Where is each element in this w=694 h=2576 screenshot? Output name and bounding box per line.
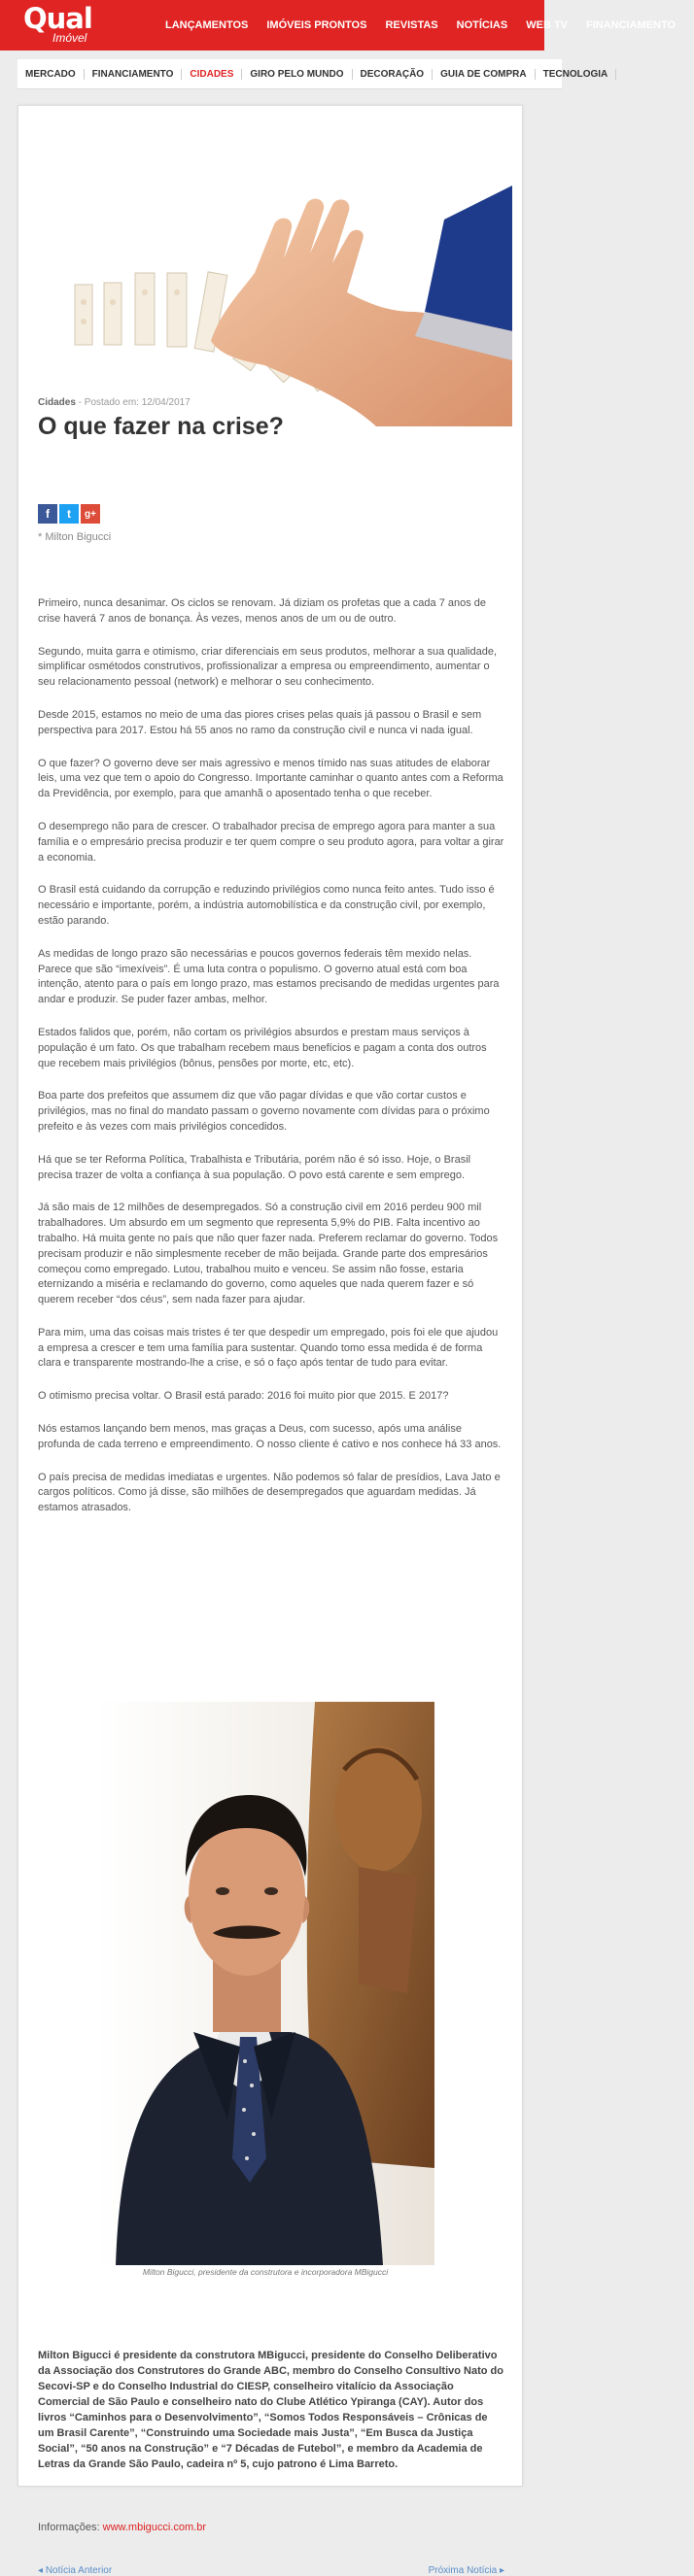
chevron-left-icon: ◂	[38, 2565, 46, 2576]
share-buttons	[38, 504, 100, 524]
article-card	[17, 105, 523, 2576]
google-plus-icon[interactable]: g+	[81, 504, 100, 524]
photo-caption: Milton Bigucci, presidente da construtora e incorporadora MBigucci	[142, 2267, 389, 2277]
paragraph: As medidas de longo prazo são necessárias e poucos governos federais têm mexido nelas. Parece que são “imexíveis”. É uma luta contra o populismo. O governo atual está com boa intenção, atento para o país em longo prazo, mas estamos precisando de medidas urgentes para andar e produzir. Se puder fazer ambas, melhor.	[38, 947, 500, 1006]
top-header	[0, 0, 677, 51]
paragraph: Boa parte dos prefeitos que assumem diz que vão pagar dívidas e que vão cortar custos e privilégios, mas no final do mandato passam o governo novamente com dívidas para o próximo prefeito e às vezes com mais privilégios concedidos.	[38, 1090, 490, 1133]
previous-label: Notícia Anterior	[45, 2565, 113, 2576]
subnav-giro-pelo-mundo[interactable]: GIRO PELO MUNDO	[242, 69, 352, 80]
nav-revistas[interactable]: REVISTAS	[385, 19, 438, 31]
twitter-icon[interactable]: t	[59, 504, 79, 524]
page-title: O que fazer na crise?	[38, 413, 284, 440]
info-link[interactable]: www.mbigucci.com.br	[102, 2522, 206, 2533]
main-nav	[165, 0, 694, 51]
nav-lancamentos[interactable]: LANÇAMENTOS	[165, 19, 249, 31]
paragraph: Primeiro, nunca desanimar. Os ciclos se renovam. Já diziam os profetas que a cada 7 anos de crise haverá 7 anos de bonança. Às vezes, menos anos de um ou de outro.	[38, 597, 487, 625]
hero-image	[55, 166, 512, 426]
subnav-cidades[interactable]: CIDADES	[182, 69, 242, 80]
info-label: Informações:	[38, 2522, 103, 2533]
author-byline: * Milton Bigucci	[38, 531, 112, 543]
chevron-right-icon: ▸	[497, 2565, 504, 2576]
facebook-icon[interactable]: f	[38, 504, 57, 524]
paragraph: Para mim, uma das coisas mais tristes é ter que despedir um empregado, pois foi ele que ajudou a empresa a crescer e tem uma família para sustentar. Quando tomo essa medida é de forma clara e transparente mostrando-lhe a crise, e só o faço após tentar de tudo para evitar.	[38, 1326, 499, 1370]
nav-web-tv[interactable]: WEB TV	[526, 19, 568, 31]
author-bio: Milton Bigucci é presidente da construtora MBigucci, presidente do Conselho Deliberativo da Associação dos Construtores do Grande ABC, membro do Conselho Consultivo Nato do Secovi-SP e do Conselho Industrial do CIESP, conselheiro vitalício da Associação Comercial de São Paulo e conselheiro nato do Clube Atlético Ypiranga (CAY). Autor dos livros “Caminhos para o Desenvolvimento”, “Somos Todos Responsáveis – Crônicas de um Brasil Carente”, “Construindo uma Sociedade mais Justa”, “Em Busca da Justiça Social”, “50 anos na Construção” e “7 Décadas de Futebol”, e membro da Academia de Letras da Grande São Paulo, cadeira nº 5, cujo patrono é Lima Barreto.	[38, 2350, 503, 2470]
site-logo[interactable]	[23, 4, 111, 47]
author-photo	[96, 1702, 434, 2265]
paragraph: Nós estamos lançando bem menos, mas graças a Deus, com sucesso, após uma análise profunda de cada terreno e empreendimento. O nosso cliente é cativo e nos conhece há 33 anos.	[38, 1423, 502, 1450]
subnav-guia-de-compra[interactable]: GUIA DE COMPRA	[433, 69, 536, 80]
nav-noticias[interactable]: NOTÍCIAS	[456, 19, 508, 31]
category-nav	[17, 59, 608, 89]
info-line	[38, 2522, 206, 2533]
paragraph: O otimismo precisa voltar. O Brasil está parado: 2016 foi muito pior que 2015. E 2017?	[38, 1390, 449, 1403]
paragraph: O Brasil está cuidando da corrupção e reduzindo privilégios como nunca feito antes. Tudo isso é necessário e importante, porém, a indústria automobilística e da construção civil, por exemplo, estão parando.	[38, 884, 495, 927]
paragraph: O país precisa de medidas imediatas e urgentes. Não podemos só falar de presídios, Lava Jato e cargos políticos. Como já disse, são milhões de desempregados que aguardam medidas. Já estamos atrasados.	[38, 1471, 501, 1514]
previous-post-link[interactable]	[38, 2565, 112, 2576]
paragraph: O que fazer? O governo deve ser mais agressivo e menos tímido nas suas atitudes de elaborar leis, uma vez que tem o apoio do Congresso. Importante caminhar o quanto antes com a Reforma da Previdência, por exemplo, para que amanhã o aposentado tenha o que receber.	[38, 757, 503, 800]
subnav-tecnologia[interactable]: TECNOLOGIA	[536, 69, 617, 80]
article-body	[38, 596, 504, 1534]
paragraph: Estados falidos que, porém, não cortam os privilégios absurdos e prestam maus serviços à população é um fato. Os que trabalham recebem maus benefícios e pagam a conta dos outros que recebem mais privilégios (bônus, pensões por morte, etc, etc).	[38, 1026, 487, 1069]
category-label[interactable]: Cidades	[38, 397, 76, 408]
next-post-link[interactable]	[429, 2565, 504, 2576]
logo-sub-text: Imóvel	[52, 31, 87, 45]
paragraph: Há que se ter Reforma Política, Trabalhista e Tributária, porém não é só isso. Hoje, o Brasil precisa trazer de volta a confiança à sua população. O povo está carente e sem emprego.	[38, 1153, 471, 1181]
logo-main-text: Qual	[23, 2, 92, 35]
paragraph: O desemprego não para de crescer. O trabalhador precisa de emprego agora para manter a sua família e o empresário precisa produzir e ter quem compre o seu produto agora, para voltar a girar a economia.	[38, 820, 504, 864]
paragraph: Segundo, muita garra e otimismo, criar diferenciais em seus produtos, melhorar a sua qualidade, simplificar osmétodos construtivos, profissionalizar a empresa ou empreendimento, aumentar o seu relacionamento pessoal (network) e melhorar o seu conhecimento.	[38, 645, 498, 689]
paragraph: Desde 2015, estamos no meio de uma das piores crises pelas quais já passou o Brasil e sem perspectiva para 2017. Estou há 55 anos no ramo da construção civil e nunca vi nada igual.	[38, 708, 482, 736]
subnav-mercado[interactable]: MERCADO	[17, 69, 85, 80]
subnav-decoracao[interactable]: DECORAÇÃO	[353, 69, 434, 80]
nav-imoveis-prontos[interactable]: IMÓVEIS PRONTOS	[266, 19, 367, 31]
paragraph: Já são mais de 12 milhões de desempregados. Só a construção civil em 2016 perdeu 900 mil trabalhadores. Um absurdo em um segmento que representa 5,9% do PIB. Falta incentivo ao trabalho. Há muita gente no país que não quer fazer nada. Preferem reclamar do governo. Todos precisam produzir e não simplesmente receber de mão beijada. Grande parte dos empresários começou como empregado. Lutou, trabalhou muito e venceu. Se assim não fosse, estaria eternizando a miséria e reclamando do governo, como aqueles que nada querem fazer e só querem receber “dos céus”, sem nada fazer para ajudar.	[38, 1202, 499, 1306]
subnav-financiamento[interactable]: FINANCIAMENTO	[85, 69, 183, 80]
nav-financiamento[interactable]: FINANCIAMENTO	[586, 19, 677, 31]
post-date: - Postado em: 12/04/2017	[75, 397, 191, 408]
next-label: Próxima Notícia	[428, 2565, 498, 2576]
post-meta	[38, 397, 191, 408]
